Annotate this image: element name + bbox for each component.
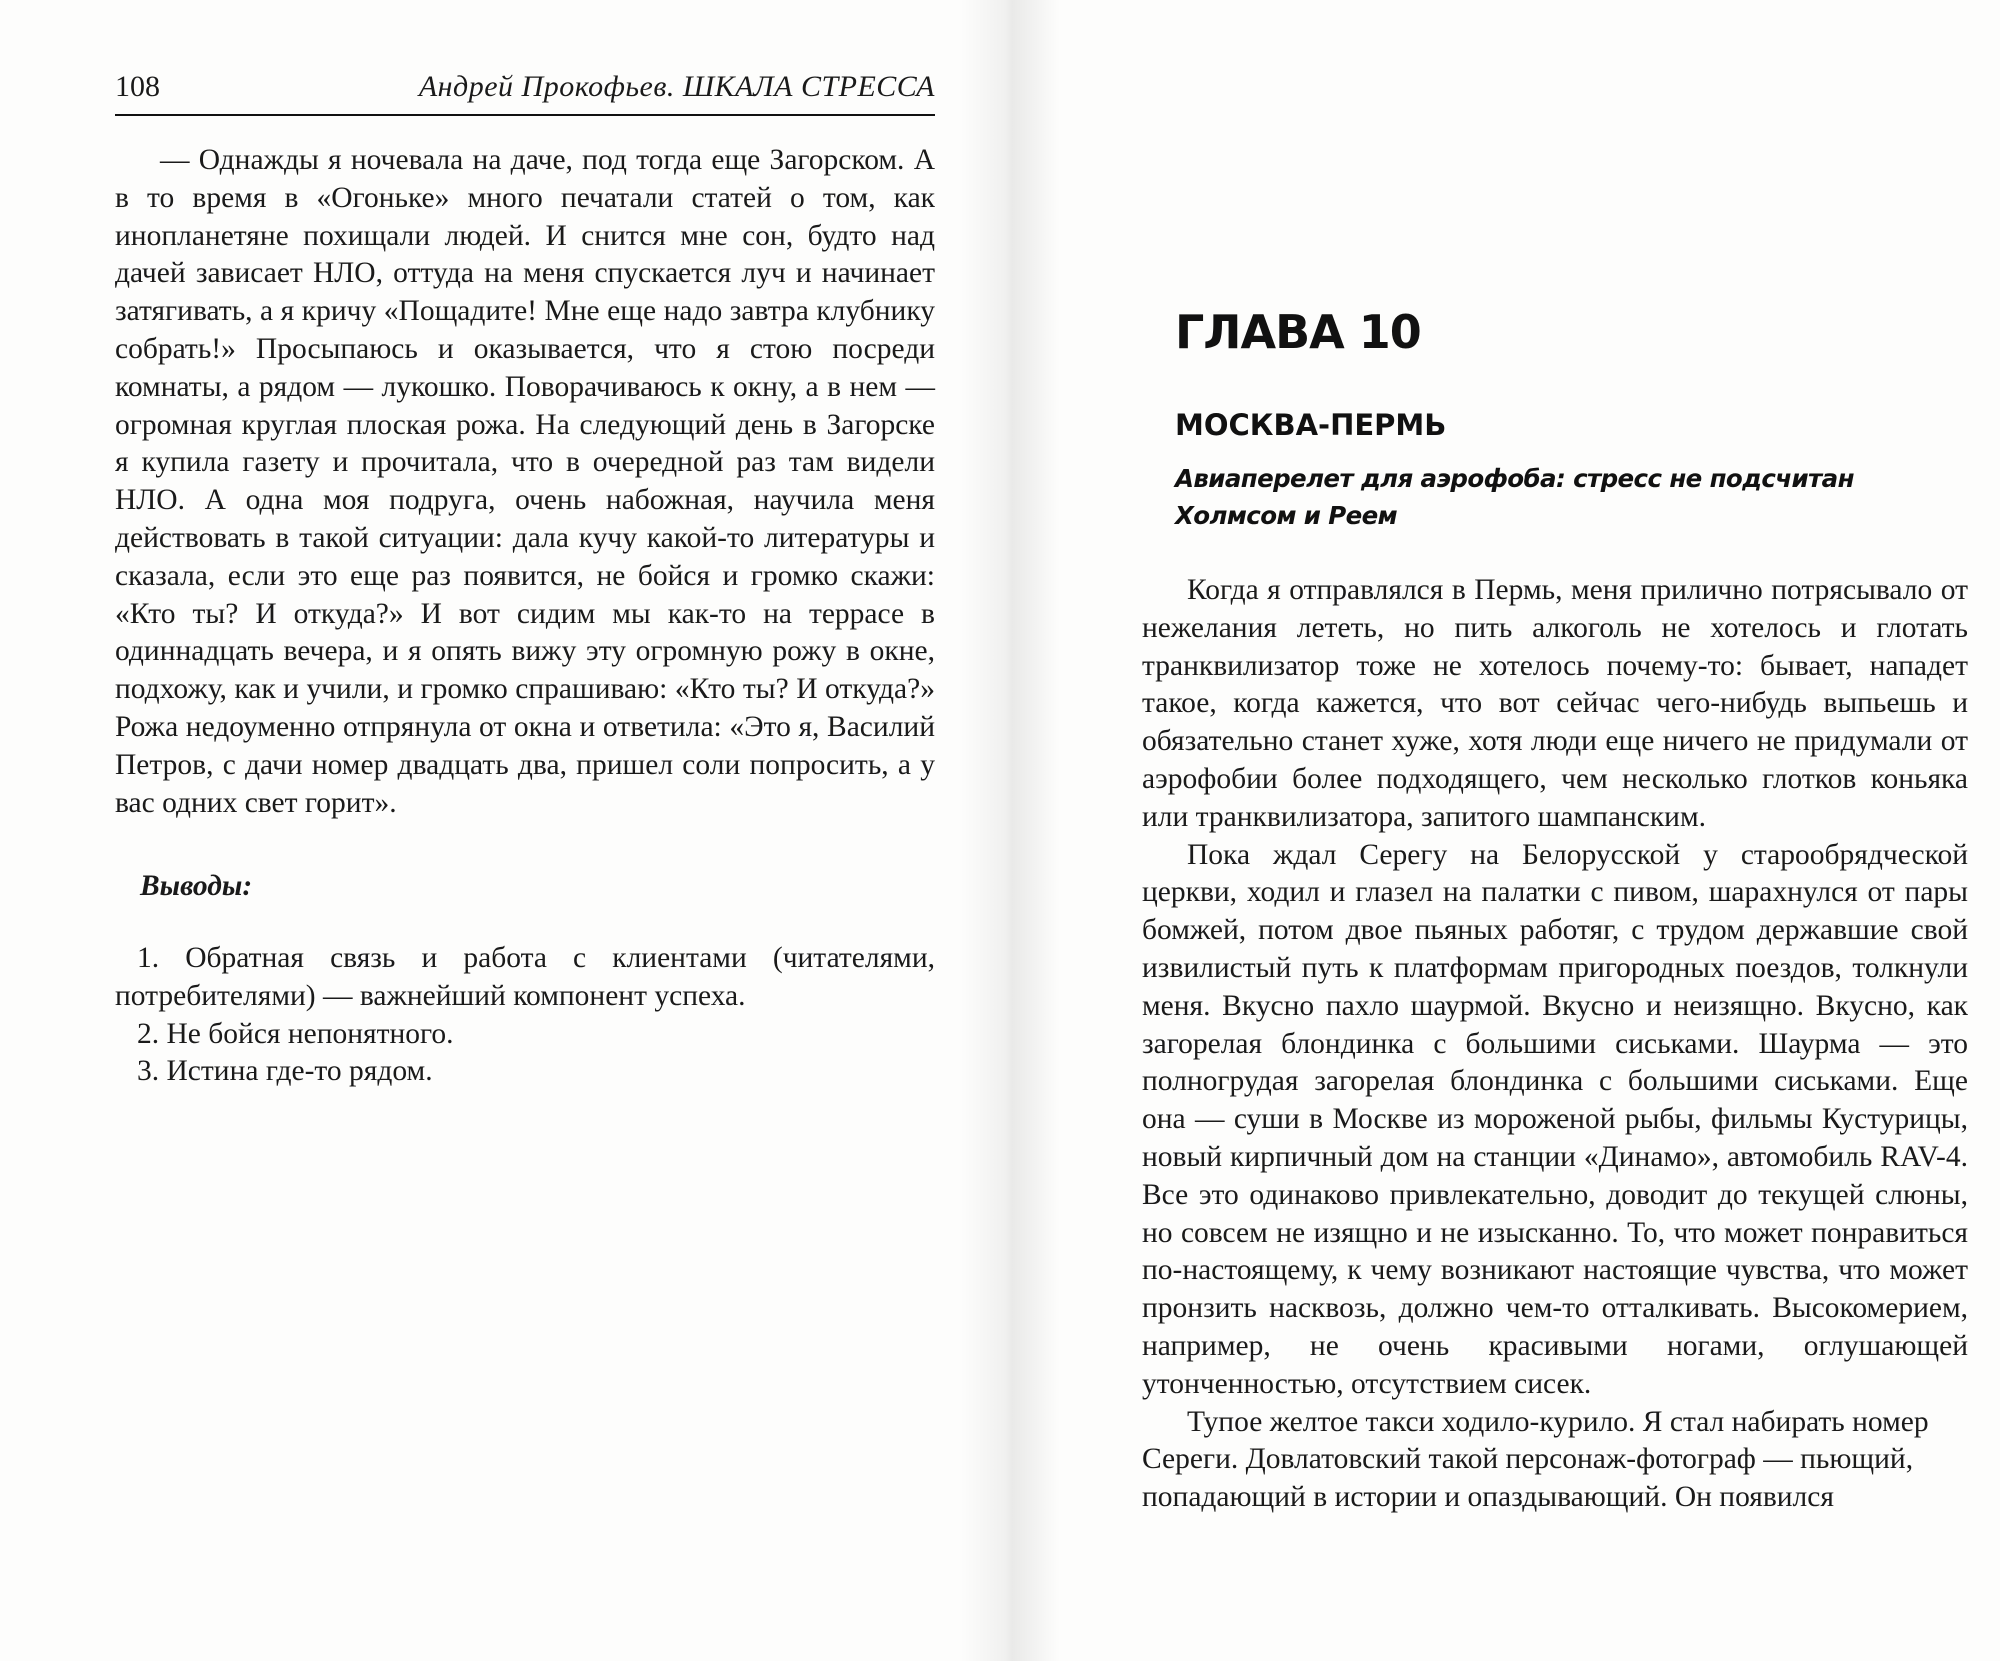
running-title: Андрей Прокофьев. ШКАЛА СТРЕССА	[418, 70, 935, 103]
conclusion-item: 3. Истина где-то рядом.	[137, 1055, 433, 1088]
running-head	[115, 70, 935, 116]
conclusion-item: 2. Не бойся непонятного.	[137, 1017, 454, 1050]
body-paragraph: Пока ждал Серегу на Белорусской у старообрядческой церкви, ходил и глазел на палатки с пивом, шарахнулся от пары бомжей, потом двое пьяных работяг, с трудом державшие свой извилистый путь к платформам пригородных поездов, толкнули меня. Вкусно пахло шаурмой. Вкусно и неизящно. Вкусно, как загорелая блондинка с большими сиськами. Шаурма — это полногрудая загорелая блондинка с большими сиськами. Еще она — суши в Москве из мороженой рыбы, фильмы Кустурицы, новый кирпичный дом на станции «Динамо», автомобиль RAV-4. Все это одинаково привлекательно, доводит до текущей слюны, но совсем не изящно и не изысканно. То, что может понравиться по-настоящему, к чему возникают настоящие чувства, что может пронзить насквозь, должно чем-то отталкивать. Высокомерием, например, не очень красивыми ногами, оглушающей утонченностью, отсутствием сисек.	[1142, 838, 1968, 1400]
page-number: 108	[115, 70, 160, 103]
right-page-body	[1142, 572, 1968, 1517]
chapter-title: МОСКВА-ПЕРМЬ	[1175, 408, 1447, 442]
body-paragraph: — Однажды я ночевала на даче, под тогда еще Загорском. А в то время в «Огоньке» много печатали статей о том, как инопланетяне похищали людей. И снится мне сон, будто над дачей зависает НЛО, оттуда на меня спускается луч и начинает затягивать, а я кричу «Пощадите! Мне еще надо завтра клубнику собрать!» Просыпаюсь и оказывается, что я стою посреди комнаты, а рядом — лукошко. Поворачиваюсь к окну, а в нем — огромная круглая плоская рожа. На следующий день в Загорске я купила газету и прочитала, что в очередной раз там видели НЛО. А одна моя подруга, очень набожная, научила меня действовать в такой ситуации: дала кучу какой-то литературы и сказала, если это еще раз появится, не бойся и громко скажи: «Кто ты? И откуда?» И вот сидим мы как-то на террасе в одиннадцать вечера, и я опять вижу эту огромную рожу в окне, подхожу, как и учили, и громко спрашиваю: «Кто ты? И откуда?» Рожа недоуменно отпрянула от окна и ответила: «Это я, Василий Петров, с дачи номер двадцать два, пришел соли попросить, а у вас одних свет горит».	[115, 144, 935, 819]
body-paragraph: Когда я отправлялся в Пермь, меня прилично потрясывало от нежелания лететь, но пить алкоголь не хотелось и глотать транквилизатор тоже не хотелось почему-то: бывает, нападет такое, когда кажется, что вот сейчас чего-нибудь выпьешь и обязательно станет хуже, хотя люди еще ничего не придумали от аэрофобии более подходящего, чем несколько глотков коньяка или транквилизатора, запитого шампанским.	[1142, 574, 1968, 833]
chapter-label: ГЛАВА 10	[1175, 305, 1421, 359]
body-paragraph: Тупое желтое такси ходило-курило. Я стал набирать номер Сереги. Довлатовский такой персонаж-фотограф — пьющий, попадающий в истории и опаздывающий. Он появился	[1142, 1405, 1929, 1514]
chapter-subtitle: Авиаперелет для аэрофоба: стресс не подсчитан Холмсом и Реем	[1175, 464, 1854, 530]
left-page-body	[115, 142, 935, 822]
conclusions-heading: Выводы:	[140, 870, 253, 902]
conclusion-item: 1. Обратная связь и работа с клиентами (читателями, потребителями) — важнейший компонент успеха.	[115, 942, 935, 1012]
conclusions-list	[115, 940, 935, 1091]
